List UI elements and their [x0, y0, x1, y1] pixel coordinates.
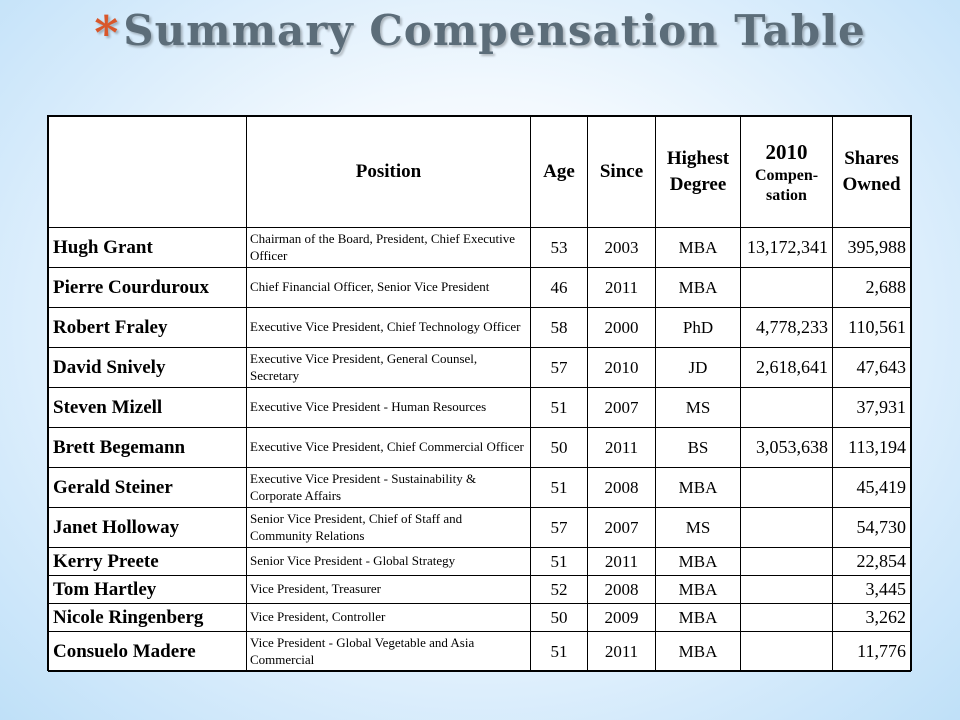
cell-degree: MBA	[656, 548, 741, 576]
cell-name: Hugh Grant	[49, 228, 247, 268]
cell-degree: MBA	[656, 632, 741, 672]
cell-since: 2008	[588, 468, 656, 508]
cell-since: 2011	[588, 268, 656, 308]
cell-compensation	[741, 548, 833, 576]
cell-position: Chief Financial Officer, Senior Vice President	[247, 268, 531, 308]
cell-position: Executive Vice President, Chief Technology Officer	[247, 308, 531, 348]
cell-degree: MBA	[656, 268, 741, 308]
header-comp-year: 2010	[765, 139, 808, 164]
cell-age: 51	[531, 468, 588, 508]
header-comp-label-line2: sation	[766, 187, 807, 205]
header-degree-line1: Highest	[666, 148, 730, 170]
cell-age: 53	[531, 228, 588, 268]
table-row	[49, 388, 911, 428]
cell-position: Executive Vice President - Sustainability & Corporate Affairs	[247, 468, 531, 508]
cell-position: Vice President, Controller	[247, 604, 531, 632]
cell-position: Chairman of the Board, President, Chief Executive Officer	[247, 228, 531, 268]
cell-compensation	[741, 576, 833, 604]
cell-degree: JD	[656, 348, 741, 388]
cell-since: 2007	[588, 508, 656, 548]
compensation-table	[47, 115, 912, 671]
cell-age: 46	[531, 268, 588, 308]
header-shares-line1: Shares	[844, 148, 899, 170]
cell-position: Executive Vice President, Chief Commercial Officer	[247, 428, 531, 468]
cell-degree: MS	[656, 388, 741, 428]
cell-shares: 395,988	[833, 228, 911, 268]
cell-age: 58	[531, 308, 588, 348]
cell-age: 57	[531, 508, 588, 548]
cell-compensation	[741, 632, 833, 672]
cell-name: Steven Mizell	[49, 388, 247, 428]
cell-shares: 3,262	[833, 604, 911, 632]
table-row	[49, 348, 911, 388]
cell-age: 52	[531, 576, 588, 604]
cell-age: 51	[531, 632, 588, 672]
cell-compensation: 13,172,341	[741, 228, 833, 268]
cell-shares: 54,730	[833, 508, 911, 548]
cell-degree: PhD	[656, 308, 741, 348]
cell-shares: 45,419	[833, 468, 911, 508]
slide-title	[0, 6, 960, 60]
cell-degree: MBA	[656, 468, 741, 508]
cell-compensation: 4,778,233	[741, 308, 833, 348]
cell-shares: 110,561	[833, 308, 911, 348]
cell-name: Pierre Courduroux	[49, 268, 247, 308]
cell-name: Gerald Steiner	[49, 468, 247, 508]
table-row	[49, 604, 911, 632]
cell-compensation	[741, 468, 833, 508]
cell-compensation: 3,053,638	[741, 428, 833, 468]
header-comp-label-line1: Compen-	[754, 167, 819, 185]
cell-since: 2000	[588, 308, 656, 348]
cell-age: 50	[531, 604, 588, 632]
cell-degree: MS	[656, 508, 741, 548]
cell-position: Executive Vice President, General Counsel, Secretary	[247, 348, 531, 388]
header-since: Since	[588, 117, 656, 228]
cell-since: 2011	[588, 632, 656, 672]
cell-name: Nicole Ringenberg	[49, 604, 247, 632]
table-row	[49, 428, 911, 468]
header-position: Position	[247, 117, 531, 228]
header-degree	[656, 117, 741, 228]
cell-since: 2011	[588, 548, 656, 576]
cell-since: 2011	[588, 428, 656, 468]
table-row	[49, 548, 911, 576]
cell-compensation	[741, 508, 833, 548]
cell-name: Brett Begemann	[49, 428, 247, 468]
cell-since: 2007	[588, 388, 656, 428]
cell-shares: 37,931	[833, 388, 911, 428]
cell-since: 2009	[588, 604, 656, 632]
cell-shares: 22,854	[833, 548, 911, 576]
cell-degree: MBA	[656, 228, 741, 268]
table-row	[49, 468, 911, 508]
cell-name: Janet Holloway	[49, 508, 247, 548]
header-shares	[833, 117, 911, 228]
cell-age: 50	[531, 428, 588, 468]
table-row	[49, 632, 911, 672]
cell-compensation	[741, 268, 833, 308]
header-degree-line2: Degree	[669, 174, 727, 195]
header-name	[49, 117, 247, 228]
cell-degree: BS	[656, 428, 741, 468]
cell-position: Vice President - Global Vegetable and Asia Commercial	[247, 632, 531, 672]
cell-compensation: 2,618,641	[741, 348, 833, 388]
cell-since: 2008	[588, 576, 656, 604]
cell-name: Tom Hartley	[49, 576, 247, 604]
cell-name: Consuelo Madere	[49, 632, 247, 672]
header-compensation	[741, 117, 833, 228]
header-shares-line2: Owned	[842, 174, 901, 195]
table-row	[49, 308, 911, 348]
cell-name: David Snively	[49, 348, 247, 388]
cell-name: Kerry Preete	[49, 548, 247, 576]
cell-since: 2010	[588, 348, 656, 388]
cell-compensation	[741, 388, 833, 428]
cell-age: 51	[531, 388, 588, 428]
cell-compensation	[741, 604, 833, 632]
cell-shares: 47,643	[833, 348, 911, 388]
title-text: Summary Compensation Table	[123, 6, 866, 55]
table-row	[49, 268, 911, 308]
table-row	[49, 508, 911, 548]
cell-shares: 113,194	[833, 428, 911, 468]
cell-since: 2003	[588, 228, 656, 268]
cell-position: Senior Vice President - Global Strategy	[247, 548, 531, 576]
cell-position: Executive Vice President - Human Resources	[247, 388, 531, 428]
table-header-row	[49, 117, 911, 228]
table-body	[49, 228, 911, 672]
header-age: Age	[531, 117, 588, 228]
cell-position: Vice President, Treasurer	[247, 576, 531, 604]
cell-degree: MBA	[656, 576, 741, 604]
cell-age: 57	[531, 348, 588, 388]
table-row	[49, 576, 911, 604]
cell-age: 51	[531, 548, 588, 576]
cell-degree: MBA	[656, 604, 741, 632]
cell-shares: 2,688	[833, 268, 911, 308]
cell-position: Senior Vice President, Chief of Staff and Community Relations	[247, 508, 531, 548]
cell-shares: 3,445	[833, 576, 911, 604]
title-bullet: *	[94, 6, 120, 60]
cell-shares: 11,776	[833, 632, 911, 672]
cell-name: Robert Fraley	[49, 308, 247, 348]
table-row	[49, 228, 911, 268]
